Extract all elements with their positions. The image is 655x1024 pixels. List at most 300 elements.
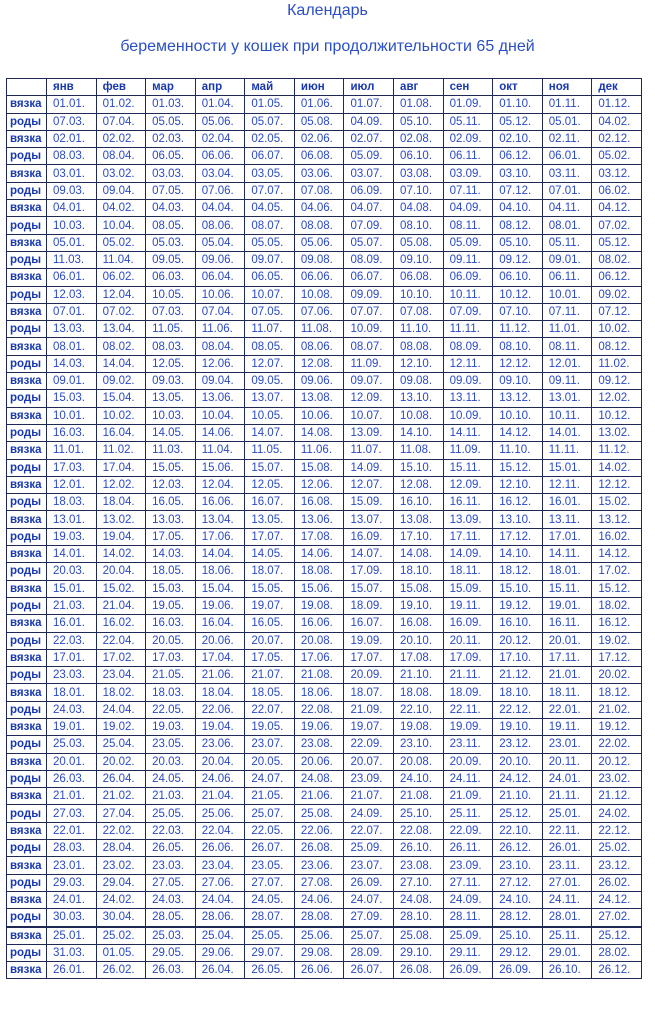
- date-cell: 16.11.: [443, 494, 493, 511]
- row-label: роды: [7, 528, 47, 545]
- date-cell: 21.10.: [394, 667, 444, 684]
- date-cell: 03.11.: [542, 165, 592, 182]
- calendar-subtitle: беременности у кошек при продолжительности 65 дней: [120, 38, 535, 55]
- row-label: роды: [7, 321, 47, 338]
- date-cell: 28.11.: [443, 909, 493, 927]
- table-row: [7, 891, 642, 908]
- date-cell: 20.08.: [294, 632, 344, 649]
- date-cell: 29.04.: [96, 874, 146, 891]
- date-cell: 19.10.: [394, 597, 444, 614]
- date-cell: 24.05.: [146, 770, 196, 787]
- date-cell: 21.08.: [294, 667, 344, 684]
- date-cell: 02.02.: [96, 130, 146, 147]
- date-cell: 23.09.: [344, 770, 394, 787]
- date-cell: 19.09.: [443, 718, 493, 735]
- date-cell: 01.05.: [96, 944, 146, 961]
- date-cell: 13.07.: [245, 390, 295, 407]
- date-cell: 10.09.: [344, 321, 394, 338]
- date-cell: 09.02.: [96, 373, 146, 390]
- row-label: роды: [7, 701, 47, 718]
- row-label: вязка: [7, 442, 47, 459]
- date-cell: 09.11.: [443, 251, 493, 268]
- row-label: роды: [7, 494, 47, 511]
- date-cell: 06.11.: [542, 269, 592, 286]
- date-cell: 20.04.: [195, 753, 245, 770]
- date-cell: 25.11.: [542, 927, 592, 945]
- date-cell: 15.04.: [96, 390, 146, 407]
- table-row: [7, 442, 642, 459]
- date-cell: 23.02.: [592, 770, 642, 787]
- date-cell: 08.02.: [592, 251, 642, 268]
- table-row: [7, 822, 642, 839]
- date-cell: 22.06.: [294, 822, 344, 839]
- date-cell: 17.02.: [96, 649, 146, 666]
- date-cell: 17.06.: [294, 649, 344, 666]
- date-cell: 28.12.: [493, 909, 543, 927]
- date-cell: 25.08.: [294, 805, 344, 822]
- date-cell: 11.03.: [47, 251, 97, 268]
- row-label: роды: [7, 251, 47, 268]
- table-row: [7, 303, 642, 320]
- date-cell: 20.11.: [443, 632, 493, 649]
- date-cell: 01.10.: [493, 96, 543, 113]
- date-cell: 04.12.: [592, 200, 642, 217]
- date-cell: 26.05.: [146, 840, 196, 857]
- date-cell: 26.02.: [592, 874, 642, 891]
- date-cell: 29.06.: [195, 944, 245, 961]
- row-label: вязка: [7, 165, 47, 182]
- date-cell: 24.09.: [443, 891, 493, 908]
- row-label: роды: [7, 909, 47, 927]
- date-cell: 26.02.: [96, 962, 146, 979]
- date-cell: 17.08.: [294, 528, 344, 545]
- date-cell: 26.11.: [443, 840, 493, 857]
- date-cell: 22.06.: [195, 701, 245, 718]
- date-cell: 15.06.: [195, 459, 245, 476]
- date-cell: 19.03.: [146, 718, 196, 735]
- date-cell: 15.11.: [542, 580, 592, 597]
- date-cell: 26.12.: [493, 840, 543, 857]
- date-cell: 23.08.: [394, 857, 444, 874]
- date-cell: 21.09.: [443, 788, 493, 805]
- date-cell: 26.04.: [195, 962, 245, 979]
- date-cell: 27.10.: [394, 874, 444, 891]
- date-cell: 05.10.: [493, 234, 543, 251]
- date-cell: 28.01.: [542, 909, 592, 927]
- date-cell: 05.09.: [344, 148, 394, 165]
- date-cell: 08.08.: [394, 338, 444, 355]
- date-cell: 26.08.: [294, 840, 344, 857]
- date-cell: 22.10.: [394, 701, 444, 718]
- date-cell: 23.01.: [542, 736, 592, 753]
- date-cell: 07.09.: [344, 217, 394, 234]
- date-cell: 17.10.: [493, 649, 543, 666]
- date-cell: 16.03.: [146, 615, 196, 632]
- date-cell: 19.08.: [394, 718, 444, 735]
- date-cell: 06.09.: [344, 182, 394, 199]
- date-cell: 03.10.: [493, 165, 543, 182]
- row-label: роды: [7, 597, 47, 614]
- date-cell: 14.02.: [96, 546, 146, 563]
- date-cell: 19.06.: [294, 718, 344, 735]
- date-cell: 24.02.: [592, 805, 642, 822]
- row-label: роды: [7, 390, 47, 407]
- date-cell: 21.02.: [592, 701, 642, 718]
- date-cell: 09.08.: [394, 373, 444, 390]
- table-row: [7, 424, 642, 441]
- date-cell: 17.09.: [443, 649, 493, 666]
- date-cell: 15.02.: [96, 580, 146, 597]
- date-cell: 19.10.: [493, 718, 543, 735]
- date-cell: 05.01.: [542, 113, 592, 130]
- date-cell: 16.12.: [592, 615, 642, 632]
- date-cell: 05.08.: [394, 234, 444, 251]
- date-cell: 20.12.: [592, 753, 642, 770]
- date-cell: 09.11.: [542, 373, 592, 390]
- date-cell: 16.12.: [493, 494, 543, 511]
- date-cell: 18.10.: [493, 684, 543, 701]
- date-cell: 02.06.: [294, 130, 344, 147]
- month-header: окт: [493, 79, 543, 96]
- row-label: роды: [7, 632, 47, 649]
- date-cell: 10.06.: [294, 407, 344, 424]
- date-cell: 19.09.: [344, 632, 394, 649]
- date-cell: 27.03.: [47, 805, 97, 822]
- date-cell: 19.11.: [542, 718, 592, 735]
- date-cell: 21.05.: [245, 788, 295, 805]
- date-cell: 14.12.: [592, 546, 642, 563]
- date-cell: 19.11.: [443, 597, 493, 614]
- date-cell: 22.11.: [542, 822, 592, 839]
- table-row: [7, 736, 642, 753]
- date-cell: 10.08.: [294, 286, 344, 303]
- date-cell: 05.12.: [493, 113, 543, 130]
- date-cell: 12.11.: [443, 355, 493, 372]
- date-cell: 14.10.: [394, 424, 444, 441]
- date-cell: 15.03.: [47, 390, 97, 407]
- date-cell: 17.05.: [146, 528, 196, 545]
- table-row: [7, 701, 642, 718]
- date-cell: 20.02.: [592, 667, 642, 684]
- table-row: [7, 597, 642, 614]
- date-cell: 26.08.: [394, 962, 444, 979]
- date-cell: 16.10.: [493, 615, 543, 632]
- date-cell: 20.04.: [96, 563, 146, 580]
- date-cell: 08.01.: [542, 217, 592, 234]
- table-row: [7, 770, 642, 787]
- table-row: [7, 805, 642, 822]
- date-cell: 24.03.: [47, 701, 97, 718]
- date-cell: 24.12.: [592, 891, 642, 908]
- date-cell: 11.09.: [344, 355, 394, 372]
- date-cell: 09.10.: [493, 373, 543, 390]
- date-cell: 12.12.: [592, 476, 642, 493]
- date-cell: 14.04.: [96, 355, 146, 372]
- date-cell: 16.05.: [245, 615, 295, 632]
- date-cell: 23.02.: [96, 857, 146, 874]
- date-cell: 06.05.: [146, 148, 196, 165]
- date-cell: 05.11.: [542, 234, 592, 251]
- date-cell: 08.12.: [493, 217, 543, 234]
- row-label: роды: [7, 182, 47, 199]
- table-row: [7, 217, 642, 234]
- date-cell: 25.09.: [443, 927, 493, 945]
- date-cell: 18.01.: [542, 563, 592, 580]
- date-cell: 07.05.: [146, 182, 196, 199]
- date-cell: 18.12.: [592, 684, 642, 701]
- date-cell: 28.06.: [195, 909, 245, 927]
- month-header: июн: [294, 79, 344, 96]
- row-label: роды: [7, 148, 47, 165]
- date-cell: 21.03.: [47, 597, 97, 614]
- date-cell: 16.01.: [542, 494, 592, 511]
- date-cell: 13.04.: [195, 511, 245, 528]
- row-label: роды: [7, 563, 47, 580]
- date-cell: 18.09.: [344, 597, 394, 614]
- date-cell: 03.07.: [344, 165, 394, 182]
- date-cell: 07.07.: [245, 182, 295, 199]
- date-cell: 09.09.: [443, 373, 493, 390]
- date-cell: 16.09.: [344, 528, 394, 545]
- date-cell: 12.07.: [344, 476, 394, 493]
- date-cell: 16.07.: [344, 615, 394, 632]
- date-cell: 10.02.: [96, 407, 146, 424]
- date-cell: 18.06.: [294, 684, 344, 701]
- date-cell: 26.06.: [294, 962, 344, 979]
- date-cell: 13.12.: [493, 390, 543, 407]
- date-cell: 25.03.: [146, 927, 196, 945]
- table-row: [7, 130, 642, 147]
- date-cell: 19.05.: [146, 597, 196, 614]
- date-cell: 14.07.: [245, 424, 295, 441]
- date-cell: 21.09.: [344, 701, 394, 718]
- table-row: [7, 840, 642, 857]
- date-cell: 24.09.: [344, 805, 394, 822]
- date-cell: 05.06.: [294, 234, 344, 251]
- date-cell: 20.01.: [47, 753, 97, 770]
- date-cell: 23.12.: [592, 857, 642, 874]
- date-cell: 21.03.: [146, 788, 196, 805]
- date-cell: 22.02.: [96, 822, 146, 839]
- date-cell: 16.03.: [47, 424, 97, 441]
- date-cell: 20.03.: [146, 753, 196, 770]
- date-cell: 09.03.: [47, 182, 97, 199]
- month-header: май: [245, 79, 295, 96]
- date-cell: 14.03.: [146, 546, 196, 563]
- date-cell: 25.07.: [344, 927, 394, 945]
- date-cell: 08.04.: [195, 338, 245, 355]
- date-cell: 12.03.: [146, 476, 196, 493]
- date-cell: 22.09.: [344, 736, 394, 753]
- date-cell: 25.09.: [344, 840, 394, 857]
- date-cell: 07.11.: [542, 303, 592, 320]
- date-cell: 14.12.: [493, 424, 543, 441]
- date-cell: 27.05.: [146, 874, 196, 891]
- date-cell: 15.07.: [245, 459, 295, 476]
- date-cell: 23.04.: [96, 667, 146, 684]
- date-cell: 26.09.: [443, 962, 493, 979]
- date-cell: 15.08.: [294, 459, 344, 476]
- date-cell: 20.09.: [344, 667, 394, 684]
- table-row: [7, 753, 642, 770]
- row-label: вязка: [7, 407, 47, 424]
- date-cell: 18.02.: [96, 684, 146, 701]
- date-cell: 21.06.: [294, 788, 344, 805]
- date-cell: 13.09.: [344, 424, 394, 441]
- date-cell: 30.03.: [47, 909, 97, 927]
- date-cell: 18.11.: [443, 563, 493, 580]
- date-cell: 06.06.: [195, 148, 245, 165]
- date-cell: 14.06.: [294, 546, 344, 563]
- date-cell: 02.01.: [47, 130, 97, 147]
- date-cell: 08.03.: [47, 148, 97, 165]
- row-label: вязка: [7, 891, 47, 908]
- date-cell: 07.03.: [146, 303, 196, 320]
- date-cell: 10.07.: [344, 407, 394, 424]
- date-cell: 19.04.: [195, 718, 245, 735]
- date-cell: 16.08.: [294, 494, 344, 511]
- date-cell: 14.05.: [245, 546, 295, 563]
- date-cell: 13.11.: [443, 390, 493, 407]
- date-cell: 20.07.: [245, 632, 295, 649]
- date-cell: 20.05.: [146, 632, 196, 649]
- date-cell: 18.08.: [394, 684, 444, 701]
- date-cell: 21.08.: [394, 788, 444, 805]
- row-label: вязка: [7, 511, 47, 528]
- month-header: июл: [344, 79, 394, 96]
- date-cell: 03.08.: [394, 165, 444, 182]
- table-row: [7, 511, 642, 528]
- date-cell: 19.01.: [47, 718, 97, 735]
- table-row: [7, 857, 642, 874]
- date-cell: 09.09.: [344, 286, 394, 303]
- table-row: [7, 407, 642, 424]
- date-cell: 04.02.: [96, 200, 146, 217]
- date-cell: 22.01.: [47, 822, 97, 839]
- date-cell: 17.08.: [394, 649, 444, 666]
- date-cell: 13.08.: [394, 511, 444, 528]
- date-cell: 08.11.: [542, 338, 592, 355]
- date-cell: 06.10.: [394, 148, 444, 165]
- date-cell: 02.05.: [245, 130, 295, 147]
- date-cell: 21.04.: [96, 597, 146, 614]
- date-cell: 01.08.: [394, 96, 444, 113]
- date-cell: 07.12.: [592, 303, 642, 320]
- date-cell: 08.06.: [294, 338, 344, 355]
- calendar-body: [7, 96, 642, 979]
- date-cell: 06.01.: [47, 269, 97, 286]
- date-cell: 21.06.: [195, 667, 245, 684]
- date-cell: 27.12.: [493, 874, 543, 891]
- date-cell: 10.02.: [592, 321, 642, 338]
- date-cell: 06.03.: [146, 269, 196, 286]
- date-cell: 06.04.: [195, 269, 245, 286]
- date-cell: 29.11.: [443, 944, 493, 961]
- date-cell: 16.02.: [592, 528, 642, 545]
- date-cell: 09.12.: [592, 373, 642, 390]
- table-row: [7, 649, 642, 666]
- row-label: вязка: [7, 269, 47, 286]
- corner-cell: [7, 79, 47, 96]
- date-cell: 02.10.: [493, 130, 543, 147]
- date-cell: 25.01.: [542, 805, 592, 822]
- date-cell: 05.01.: [47, 234, 97, 251]
- date-cell: 18.01.: [47, 684, 97, 701]
- table-row: [7, 96, 642, 113]
- date-cell: 24.06.: [195, 770, 245, 787]
- table-row: [7, 632, 642, 649]
- table-row: [7, 528, 642, 545]
- date-cell: 17.05.: [245, 649, 295, 666]
- date-cell: 08.06.: [195, 217, 245, 234]
- date-cell: 26.10.: [394, 840, 444, 857]
- date-cell: 14.04.: [195, 546, 245, 563]
- date-cell: 24.03.: [146, 891, 196, 908]
- table-row: [7, 788, 642, 805]
- date-cell: 06.12.: [592, 269, 642, 286]
- date-cell: 16.09.: [443, 615, 493, 632]
- date-cell: 14.03.: [47, 355, 97, 372]
- date-cell: 07.10.: [394, 182, 444, 199]
- date-cell: 03.04.: [195, 165, 245, 182]
- date-cell: 23.01.: [47, 857, 97, 874]
- date-cell: 05.11.: [443, 113, 493, 130]
- row-label: вязка: [7, 857, 47, 874]
- date-cell: 23.03.: [47, 667, 97, 684]
- date-cell: 10.01.: [542, 286, 592, 303]
- date-cell: 10.04.: [195, 407, 245, 424]
- row-label: вязка: [7, 130, 47, 147]
- date-cell: 22.05.: [245, 822, 295, 839]
- date-cell: 16.10.: [394, 494, 444, 511]
- date-cell: 23.09.: [443, 857, 493, 874]
- date-cell: 22.09.: [443, 822, 493, 839]
- date-cell: 13.03.: [146, 511, 196, 528]
- date-cell: 12.01.: [542, 355, 592, 372]
- date-cell: 09.06.: [195, 251, 245, 268]
- date-cell: 25.02.: [96, 927, 146, 945]
- date-cell: 28.05.: [146, 909, 196, 927]
- date-cell: 26.07.: [245, 840, 295, 857]
- date-cell: 10.04.: [96, 217, 146, 234]
- date-cell: 26.10.: [542, 962, 592, 979]
- row-label: роды: [7, 736, 47, 753]
- date-cell: 17.09.: [344, 563, 394, 580]
- date-cell: 12.12.: [493, 355, 543, 372]
- date-cell: 11.01.: [542, 321, 592, 338]
- date-cell: 23.04.: [195, 857, 245, 874]
- date-cell: 06.10.: [493, 269, 543, 286]
- date-cell: 10.11.: [542, 407, 592, 424]
- date-cell: 14.08.: [294, 424, 344, 441]
- date-cell: 25.08.: [394, 927, 444, 945]
- date-cell: 11.02.: [592, 355, 642, 372]
- date-cell: 10.10.: [493, 407, 543, 424]
- row-label: роды: [7, 667, 47, 684]
- date-cell: 06.09.: [443, 269, 493, 286]
- date-cell: 13.10.: [493, 511, 543, 528]
- date-cell: 09.02.: [592, 286, 642, 303]
- date-cell: 05.04.: [195, 234, 245, 251]
- date-cell: 21.11.: [542, 788, 592, 805]
- date-cell: 22.04.: [195, 822, 245, 839]
- date-cell: 12.02.: [592, 390, 642, 407]
- date-cell: 28.10.: [394, 909, 444, 927]
- date-cell: 23.06.: [294, 857, 344, 874]
- date-cell: 21.01.: [47, 788, 97, 805]
- date-cell: 12.11.: [542, 476, 592, 493]
- date-cell: 12.10.: [493, 476, 543, 493]
